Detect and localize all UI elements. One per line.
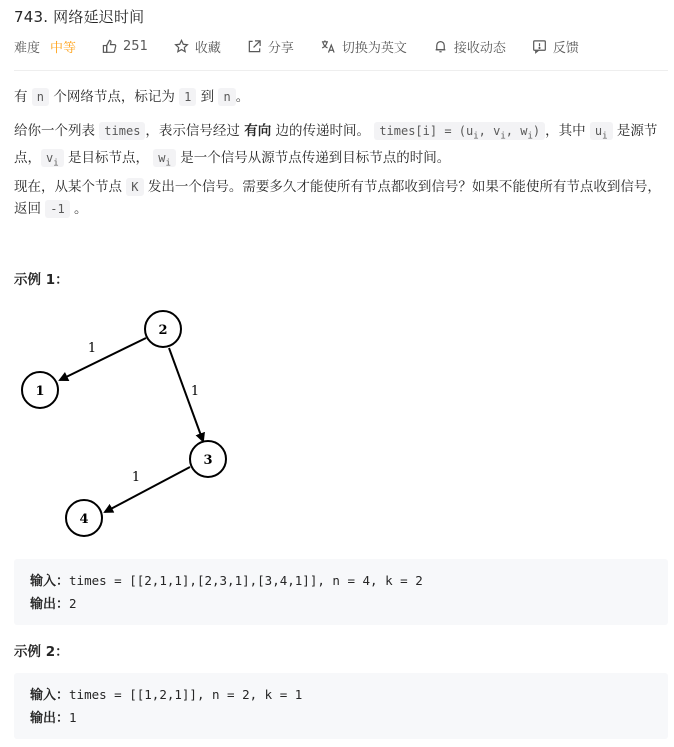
svg-text:4: 4	[79, 512, 89, 527]
edge-weight-label: 1	[131, 470, 141, 485]
inline-code-k: K	[126, 178, 143, 196]
inline-code-one: 1	[179, 88, 196, 106]
description-paragraph-2	[14, 120, 670, 175]
edge-3-4	[105, 467, 190, 512]
share-button[interactable]	[247, 37, 294, 56]
svg-text:2: 2	[158, 323, 168, 338]
output-label: 输出：	[30, 711, 70, 726]
thumbs-up-icon	[102, 39, 117, 54]
output-label: 输出：	[30, 597, 70, 612]
strong-text: 有向	[244, 123, 272, 139]
input-label: 输入：	[30, 574, 70, 589]
text: 是目标节点，	[63, 150, 154, 167]
like-count: 251	[123, 38, 148, 54]
translate-button[interactable]	[320, 37, 407, 56]
text: 。	[69, 201, 88, 217]
text: 发出一个信号。需要多久才能使所有节点都收到信号？如果不能使所有节点收到信号，返回	[14, 179, 661, 217]
text: 到	[196, 89, 219, 105]
difficulty-badge: 中等	[50, 40, 77, 56]
example-2-input-line	[30, 684, 652, 707]
inline-code-times: times	[99, 122, 145, 140]
input-value: times = [[2,1,1],[2,3,1],[3,4,1]], n = 4, k = 2	[69, 573, 423, 588]
notify-button[interactable]	[433, 37, 506, 56]
text: ，其中	[545, 123, 590, 139]
inline-code-n: n	[32, 88, 49, 106]
svg-text:3: 3	[203, 453, 213, 468]
graph-node	[145, 311, 181, 347]
problem-meta-bar	[14, 36, 605, 56]
feedback-label: 反馈	[552, 40, 579, 56]
description-paragraph-3	[14, 176, 670, 220]
inline-code-u: $u_i$	[590, 122, 613, 140]
inline-code-times-i: times[i] = ($u_i$, $v_i$, $w_i$)	[374, 122, 545, 140]
notify-label: 接收动态	[453, 40, 506, 56]
translate-icon	[320, 39, 336, 54]
star-icon	[174, 39, 189, 54]
graph-node	[22, 372, 58, 408]
text: 。	[235, 89, 250, 105]
favorite-label: 收藏	[194, 40, 221, 56]
edge-weight-label: 1	[87, 341, 97, 356]
example-2-title: 示例 2：	[14, 644, 69, 660]
text: ，表示信号经过	[145, 123, 245, 139]
example-graph-diagram	[14, 300, 244, 550]
header-divider	[14, 70, 668, 71]
text: 是一个信号从源节点传递到目标节点的时间。	[175, 150, 451, 167]
example-1-output-line	[30, 593, 652, 616]
inline-code-n: n	[218, 88, 235, 106]
graph-node	[190, 441, 226, 477]
difficulty-label: 难度	[14, 40, 41, 56]
output-value: 2	[69, 596, 77, 611]
bell-icon	[433, 39, 448, 54]
description-paragraph-1	[14, 86, 670, 108]
text: 个网络节点，标记为	[49, 89, 180, 105]
input-value: times = [[1,2,1]], n = 2, k = 1	[69, 687, 303, 702]
example-1-input-line	[30, 570, 652, 593]
feedback-icon	[532, 39, 547, 54]
problem-title: 743. 网络延迟时间	[14, 8, 145, 26]
share-label: 分享	[267, 40, 294, 56]
output-value: 1	[69, 710, 77, 725]
text: 现在，从某个节点	[14, 179, 127, 195]
inline-code-w: $w_i$	[153, 149, 176, 167]
example-2-output-line	[30, 707, 652, 730]
example-1-title: 示例 1：	[14, 272, 69, 288]
favorite-button[interactable]	[174, 37, 221, 56]
text: 边的传递时间。	[271, 123, 375, 139]
text: 是源节点，	[14, 123, 658, 167]
inline-code-neg-one: -1	[45, 200, 69, 218]
example-2-code-block	[14, 673, 668, 739]
like-button[interactable]	[102, 39, 148, 54]
svg-text:1: 1	[35, 384, 45, 399]
text: 有	[14, 89, 32, 105]
input-label: 输入：	[30, 688, 70, 703]
edge-weight-label: 1	[190, 384, 200, 399]
feedback-button[interactable]	[532, 37, 579, 56]
share-icon	[247, 39, 262, 54]
graph-node	[66, 500, 102, 536]
translate-label: 切换为英文	[341, 40, 407, 56]
text: 给你一个列表	[14, 123, 100, 139]
inline-code-v: $v_i$	[41, 149, 64, 167]
edge-2-1	[60, 338, 146, 380]
example-1-code-block	[14, 559, 668, 625]
